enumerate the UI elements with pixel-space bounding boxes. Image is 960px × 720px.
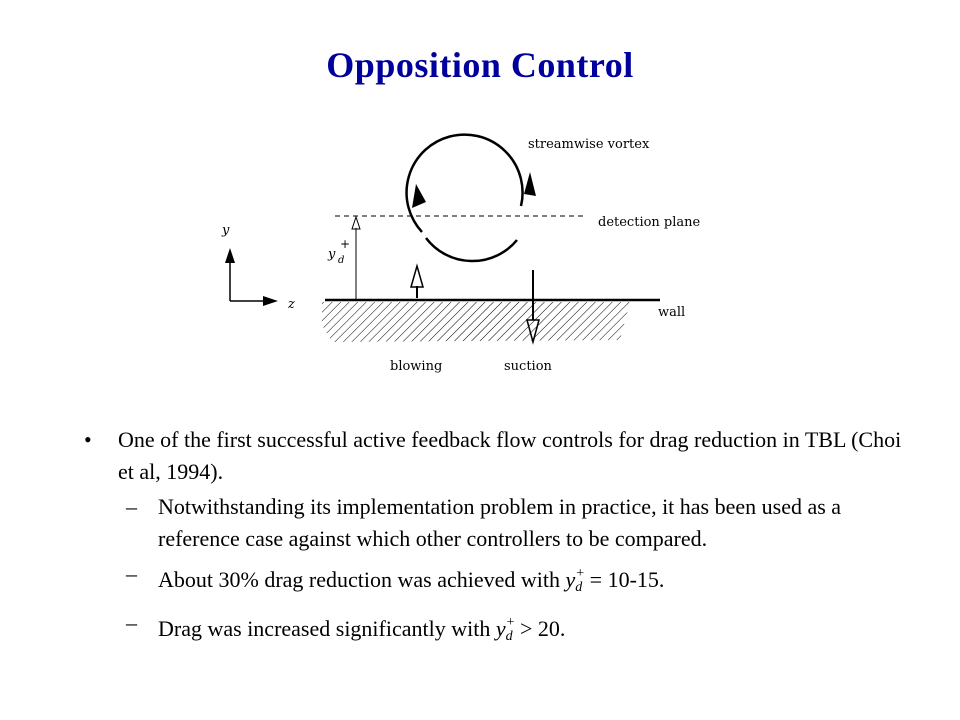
blowing-label: blowing	[390, 359, 443, 374]
sub-bullet-text: Notwithstanding its implementation problem in practice, it has been used as a reference case against which other controllers to be compared.	[158, 494, 842, 551]
sub-bullet-text: Drag was increased significantly with	[158, 616, 496, 641]
axis-y-label: y	[222, 223, 230, 238]
vortex-label: streamwise vortex	[528, 137, 650, 152]
sub-bullet-marker: –	[126, 494, 137, 519]
yd-subscript: d	[338, 255, 345, 266]
bullet-list	[84, 424, 904, 653]
sub-bullet-item	[84, 558, 904, 604]
wall-hatching	[322, 302, 630, 342]
vortex-circle-icon	[407, 135, 536, 261]
yd-variable-inline: y	[565, 567, 576, 592]
bullet-marker: •	[84, 427, 92, 452]
axis-z-label: z	[288, 297, 295, 312]
yd-variable: y	[328, 247, 336, 262]
wall-label: wall	[658, 305, 686, 320]
yd-superscript-inline: +	[576, 566, 585, 581]
bullet-text: One of the first successful active feedback flow controls for drag reduction in TBL (Choi et al, 1994).	[118, 427, 902, 484]
yd-height-arrow-icon	[352, 217, 360, 300]
opposition-control-diagram	[200, 120, 720, 380]
sub-bullet-marker: –	[126, 561, 137, 586]
yd-superscript: +	[340, 237, 351, 251]
yd-subscript-inline: d	[505, 629, 513, 644]
blowing-arrow-icon	[411, 266, 423, 298]
detection-plane-label: detection plane	[598, 215, 701, 230]
sub-bullet-marker: –	[126, 610, 137, 635]
yd-superscript-inline: +	[506, 615, 515, 630]
yd-variable-inline: y	[495, 616, 506, 641]
axes-icon	[225, 248, 278, 306]
suction-label: suction	[504, 359, 552, 374]
sub-bullet-item	[84, 607, 904, 653]
slide-title: Opposition Control	[326, 45, 634, 85]
sub-bullet-item	[84, 491, 904, 555]
sub-bullet-text: About 30% drag reduction was achieved with	[158, 567, 566, 592]
bullet-item	[84, 424, 904, 488]
sub-bullet-text-end: = 10-15.	[584, 567, 665, 592]
sub-bullet-text-end: > 20.	[514, 616, 566, 641]
yd-subscript-inline: d	[575, 580, 583, 595]
